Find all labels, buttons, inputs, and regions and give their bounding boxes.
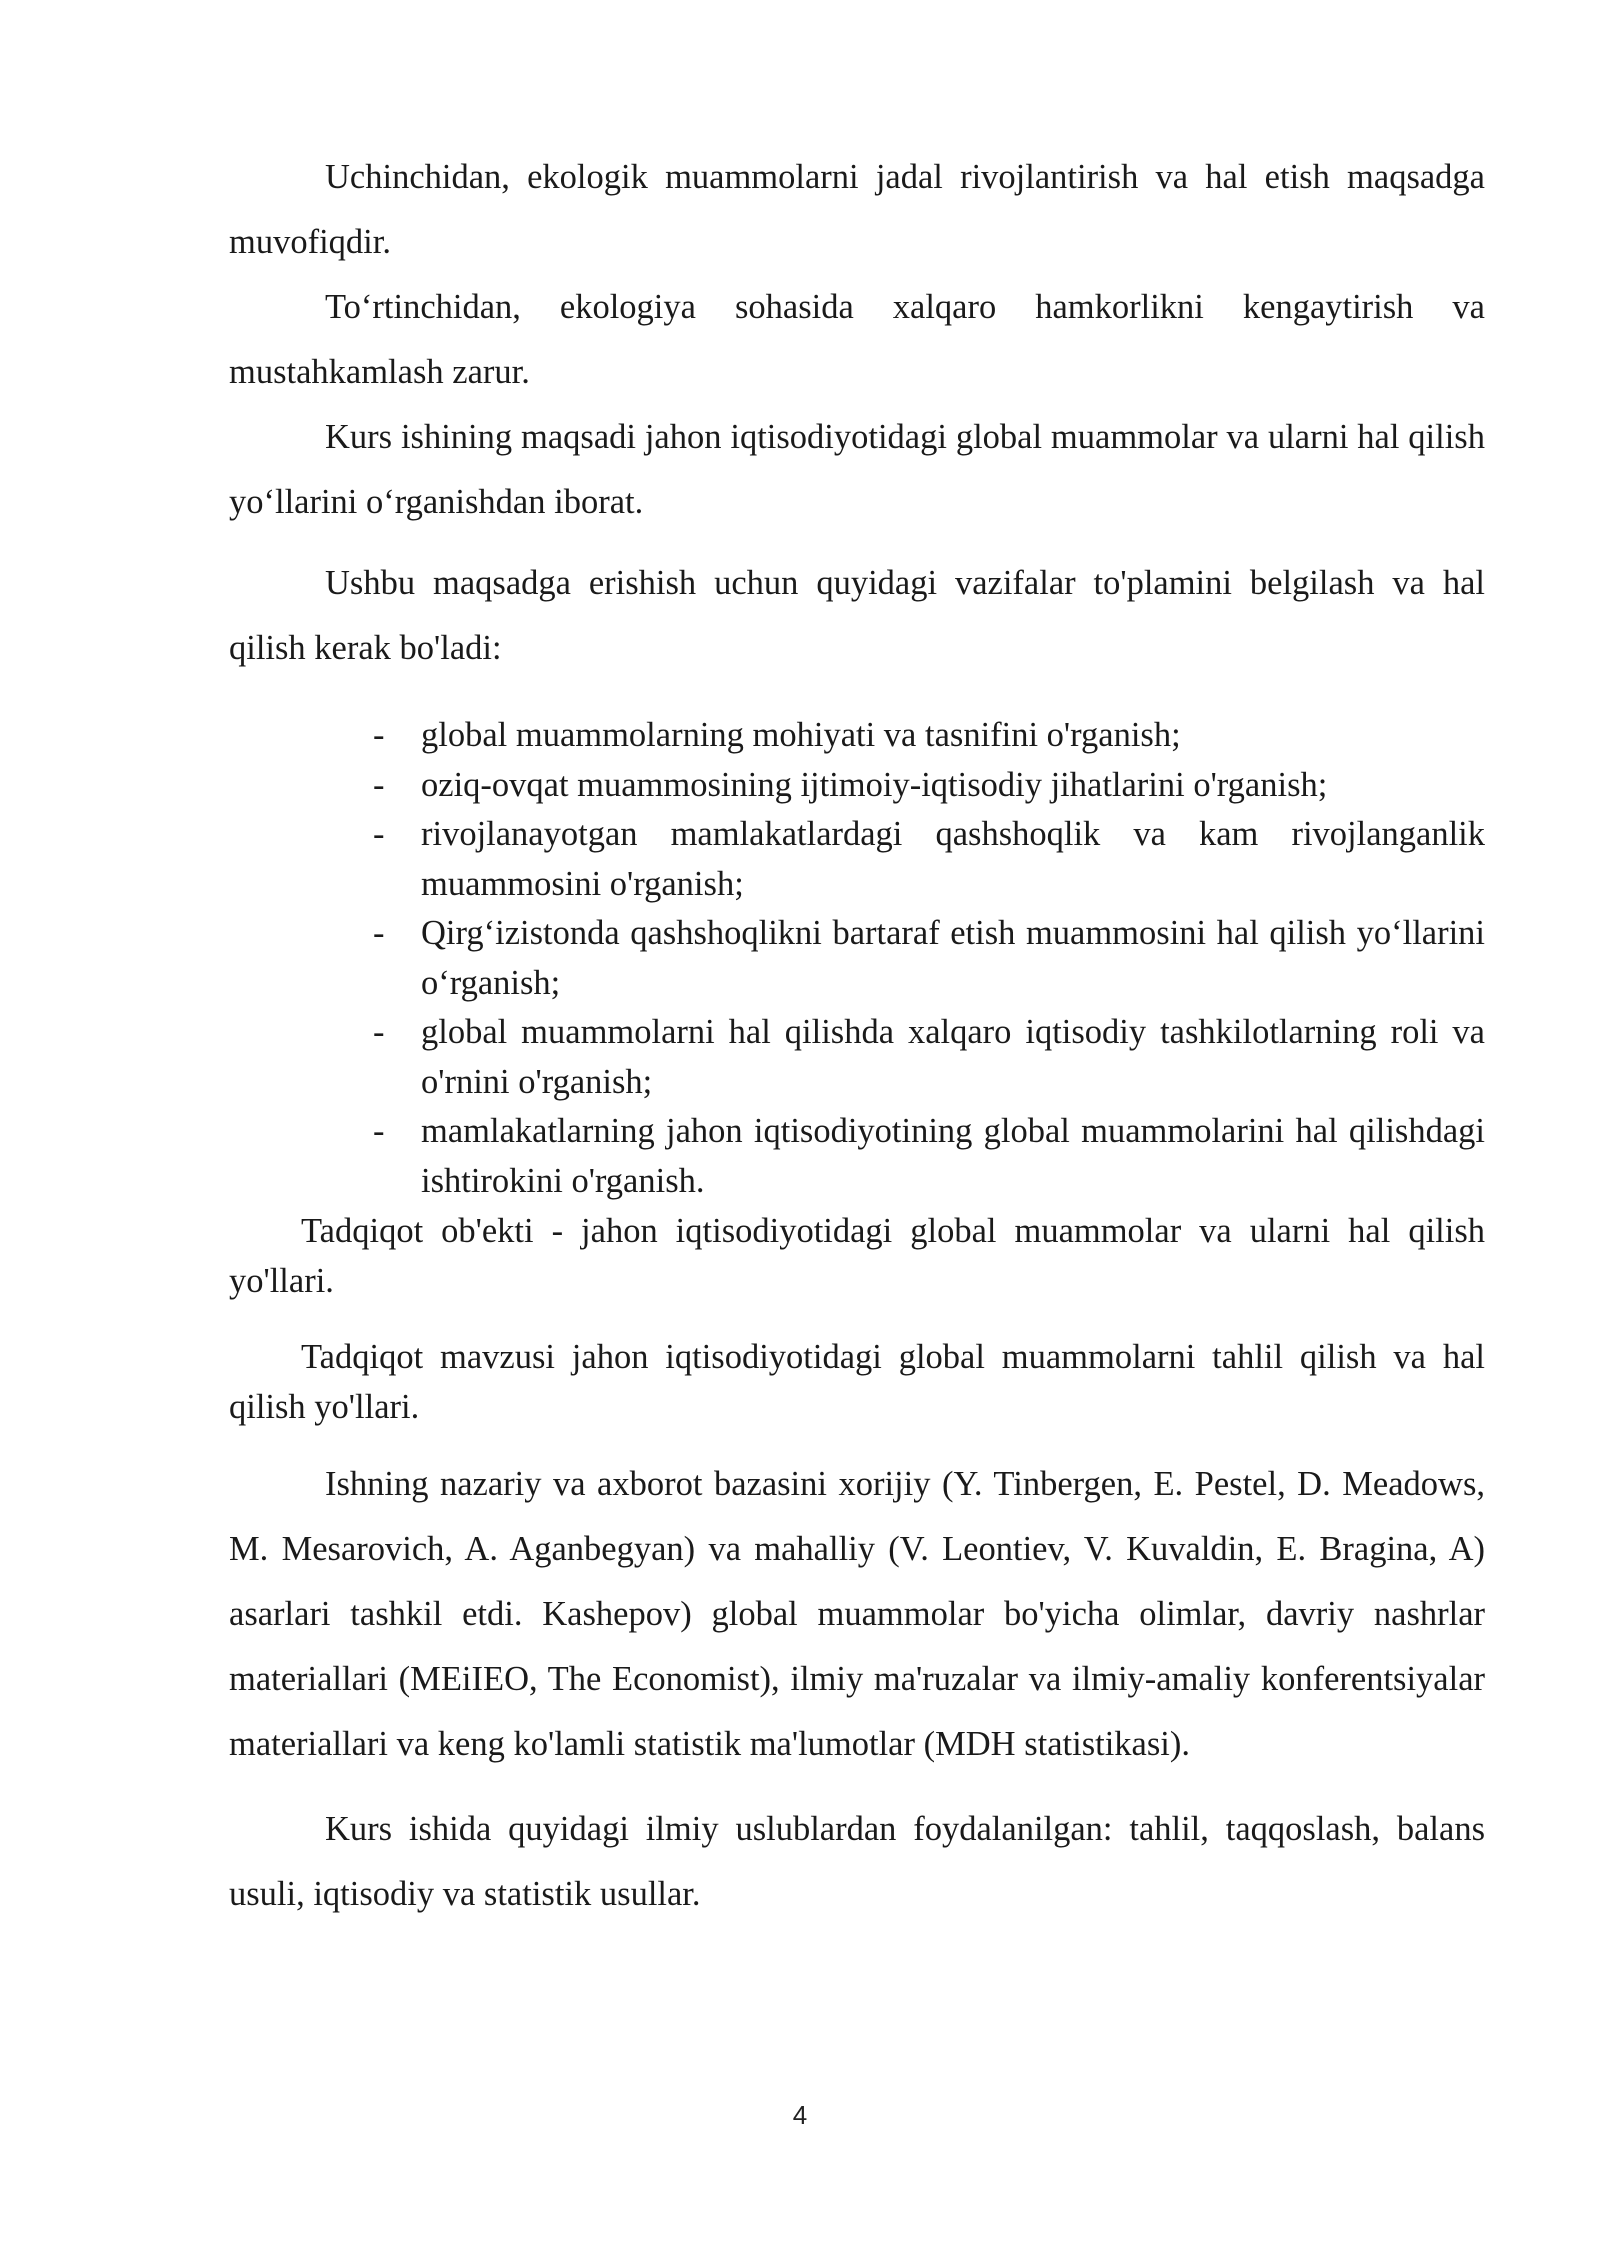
list-item-text: Qirg‘izistonda qashshoqlikni bartaraf etish muammosini hal qilish yo‘llarini o‘rganish; [421, 914, 1485, 1002]
paragraph-thirdly: Uchinchidan, ekologik muammolarni jadal rivojlantirish va hal etish maqsadga muvofiqdir. [229, 158, 1485, 261]
list-dash: - [373, 815, 385, 853]
list-item [373, 1107, 1485, 1206]
paragraph-research-subject: Tadqiqot mavzusi jahon iqtisodiyotidagi global muammolarni tahlil qilish va hal qilish yo'llari. [229, 1338, 1485, 1426]
list-dash: - [373, 914, 385, 952]
list-item [373, 711, 1485, 761]
list-item-text: mamlakatlarning jahon iqtisodiyotining global muammolarini hal qilishdagi ishtirokini o'rganish. [421, 1112, 1485, 1200]
list-dash: - [373, 1112, 385, 1150]
paragraph-tasks-intro: Ushbu maqsadga erishish uchun quyidagi vazifalar to'plamini belgilash va hal qilish kerak bo'ladi: [229, 564, 1485, 667]
paragraph-theoretical-basis: Ishning nazariy va axborot bazasini xorijiy (Y. Tinbergen, E. Pestel, D. Meadows, M. Mesarovich, A. Aganbegyan) va mahalliy (V. Leontiev, V. Kuvaldin, E. Bragina, A) asarlari tashkil etdi. Kashepov) global muammolar bo'yicha olimlar, davriy nashrlar materiallari (MEiIEO, The Economist), ilmiy ma'ruzalar va ilmiy-amaliy konferentsiyalar materiallari va keng ko'lamli statistik ma'lumotlar (MDH statistikasi). [229, 1465, 1485, 1763]
list-dash: - [373, 716, 385, 754]
paragraph-fourthly: To‘rtinchidan, ekologiya sohasida xalqaro hamkorlikni kengaytirish va mustahkamlash zarur. [229, 288, 1485, 391]
paragraph-research-object: Tadqiqot ob'ekti - jahon iqtisodiyotidagi global muammolar va ularni hal qilish yo'llari. [229, 1212, 1485, 1300]
list-item [373, 1008, 1485, 1107]
list-item-text: oziq-ovqat muammosining ijtimoiy-iqtisodiy jihatlarini o'rganish; [421, 765, 1328, 804]
list-item [373, 810, 1485, 909]
tasks-list [229, 711, 1485, 1206]
list-dash: - [373, 1013, 385, 1051]
list-item-text: rivojlanayotgan mamlakatlardagi qashshoqlik va kam rivojlanganlik muammosini o'rganish; [421, 815, 1485, 903]
list-item [373, 909, 1485, 1008]
page-body [229, 145, 1485, 1927]
paragraph-research-methods: Kurs ishida quyidagi ilmiy uslublardan foydalanilgan: tahlil, taqqoslash, balans usuli, iqtisodiy va statistik usullar. [229, 1810, 1485, 1913]
paragraph-course-goal: Kurs ishining maqsadi jahon iqtisodiyotidagi global muammolar va ularni hal qilish yo‘llarini o‘rganishdan iborat. [229, 418, 1485, 521]
list-dash: - [373, 765, 385, 804]
list-item-text: global muammolarni hal qilishda xalqaro iqtisodiy tashkilotlarning roli va o'rnini o'rganish; [421, 1013, 1485, 1101]
list-item [373, 761, 1485, 811]
page-number: 4 [792, 2100, 808, 2130]
list-item-text: global muammolarning mohiyati va tasnifini o'rganish; [421, 716, 1181, 754]
